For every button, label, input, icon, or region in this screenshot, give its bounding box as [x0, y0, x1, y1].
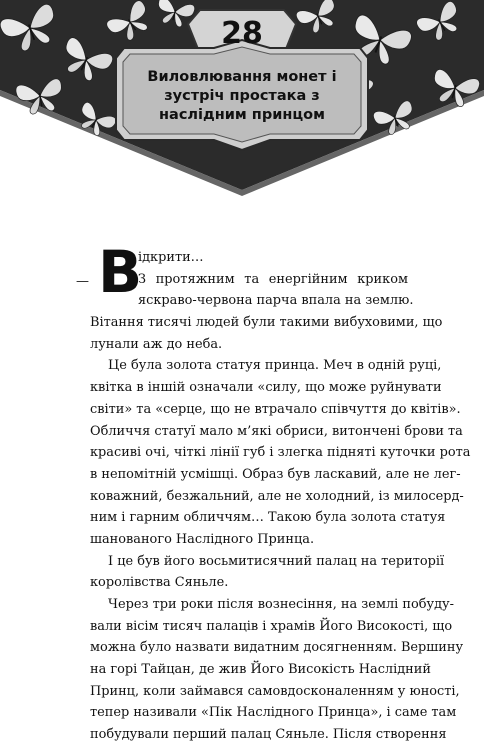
text-line: шанованого Наслідного Принца. [90, 531, 315, 547]
text-line: тепер називали «Пік Наслідного Принца», і саме там [90, 705, 457, 721]
chapter-text [76, 238, 471, 746]
text-line: З протяжним та енергійним криком [138, 271, 408, 287]
text-line: Принц, коли займався самовдосконаленням у юності, [90, 683, 460, 699]
text-line: ідкрити… [138, 250, 204, 265]
text-line: побудували перший палац Сяньле. Після створення [90, 727, 447, 743]
text-line: в непомітній усмішці. Образ був ласкавий, але не лег- [90, 466, 461, 482]
text-line: красиві очі, чіткі лінії губ і злегка підняті куточки рота [90, 445, 471, 461]
text-line: Це була золота статуя принца. Меч в одній руці, [108, 358, 442, 374]
text-line: можна було назвати видатним досягненням. Вершину [90, 640, 464, 656]
chapter-title: Виловлювання монет і зустріч простака з наслідним принцом [147, 68, 337, 123]
text-line: світи» та «серце, що не втрачало співчуття до квітів». [90, 401, 461, 417]
text-line: ним і гарним обличчям… Такою була золота статуя [90, 510, 446, 526]
chapter-header-banner [0, 0, 484, 200]
text-line: лунали аж до неба. [90, 336, 223, 352]
text-line: на горі Тайцан, де жив Його Високість Наслідний [90, 662, 431, 678]
text-line: квітка в іншій означали «силу, що може руйнувати [90, 380, 442, 396]
text-line: Обличчя статуї мало м’які обриси, витончені брови та [90, 423, 463, 439]
text-line: яскраво-червона парча впала на землю. [138, 293, 414, 309]
text-line: коважний, безжальний, але не холодний, із милосерд- [90, 488, 464, 504]
drop-cap: В [98, 238, 143, 306]
text-line: королівства Сяньле. [90, 575, 229, 591]
chapter-number: 28 [221, 16, 263, 51]
text-line: вали вісім тисяч палаців і храмів Його Високості, що [90, 618, 453, 634]
text-line: Через три роки після вознесіння, на землі побуду- [108, 597, 454, 612]
text-line: Вітання тисячі людей були такими вибуховими, що [90, 315, 443, 331]
dialogue-dash: — [76, 274, 89, 289]
text-line: І це був його восьмитисячний палац на території [108, 553, 445, 569]
opening-paragraph [76, 238, 414, 312]
